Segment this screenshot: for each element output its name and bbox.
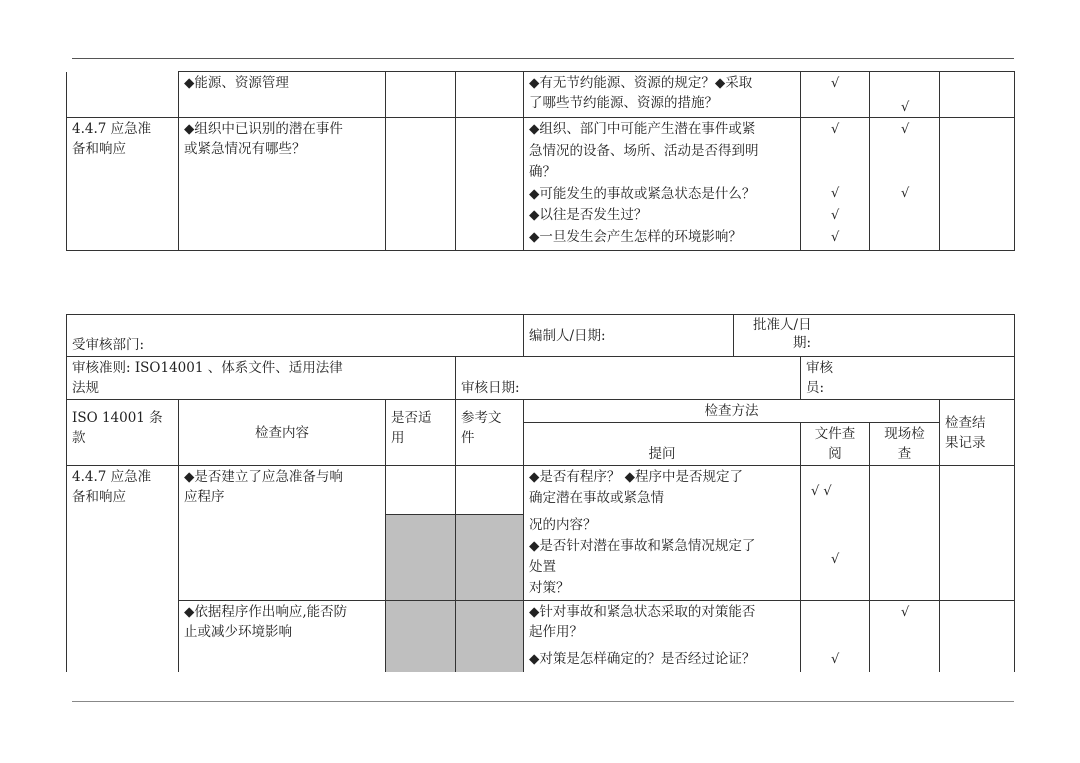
table-row bbox=[67, 72, 1015, 118]
col-site-check: 现场检 查 bbox=[870, 423, 940, 466]
approver-cell: 批准人/日 期: bbox=[734, 315, 1015, 357]
applicable-cell bbox=[386, 118, 456, 251]
check-mark: √ bbox=[831, 552, 840, 567]
doc-review-cell bbox=[801, 118, 870, 251]
col-content: 检查内容 bbox=[179, 400, 386, 466]
site-check-cell bbox=[870, 118, 940, 251]
col-question: 提问 bbox=[524, 423, 801, 466]
col-doc-review: 文件查 阅 bbox=[801, 423, 870, 466]
result-cell bbox=[940, 466, 1015, 601]
reference-cell bbox=[456, 466, 524, 515]
result-cell bbox=[940, 72, 1015, 118]
site-check-cell bbox=[870, 466, 940, 601]
applicable-cell bbox=[386, 72, 456, 118]
table-row bbox=[67, 601, 1015, 648]
result-cell bbox=[940, 648, 1015, 672]
doc-review-cell bbox=[801, 601, 870, 648]
check-mark: √ bbox=[831, 76, 840, 91]
site-check-cell bbox=[870, 648, 940, 672]
audit-date-cell: 审核日期: bbox=[456, 357, 801, 400]
check-mark: √ bbox=[901, 100, 910, 115]
site-check-cell bbox=[870, 72, 940, 118]
clause-cell bbox=[67, 72, 179, 118]
col-clause: ISO 14001 条 款 bbox=[67, 400, 179, 466]
doc-review-cell bbox=[801, 466, 870, 601]
check-mark: √ bbox=[831, 230, 840, 245]
top-rule bbox=[72, 58, 1014, 59]
bottom-rule bbox=[72, 701, 1014, 702]
check-mark: √ bbox=[901, 186, 910, 201]
result-cell bbox=[940, 601, 1015, 648]
audit-table-continued bbox=[66, 71, 1015, 251]
check-mark: √ bbox=[831, 651, 840, 667]
clause-cell: 4.4.7 应急准 备和响应 bbox=[67, 118, 179, 251]
content-cell: ◆能源、资源管理 bbox=[179, 72, 386, 118]
header-row bbox=[67, 315, 1015, 357]
question-cell: ◆有无节约能源、资源的规定？◆采取 了哪些节约能源、资源的措施？ bbox=[524, 72, 801, 118]
check-mark: √ bbox=[831, 186, 840, 201]
doc-review-cell bbox=[801, 648, 870, 672]
content-cell: ◆依据程序作出响应,能否防 止或减少环境影响 bbox=[179, 601, 386, 672]
check-mark: √ √ bbox=[811, 484, 832, 499]
table-row bbox=[67, 118, 1015, 251]
auditor-cell: 审核 员: bbox=[801, 357, 1015, 400]
reference-cell bbox=[456, 118, 524, 251]
check-mark: √ bbox=[901, 605, 910, 620]
audited-dept-cell: 受审核部门: bbox=[67, 315, 524, 357]
reference-cell bbox=[456, 515, 524, 601]
question-cell: ◆是否有程序？ ◆程序中是否规定了 确定潜在事故或紧急情 况的内容？ ◆是否针对潜在事故和紧急情况规定了 处置 对策？ bbox=[524, 466, 801, 601]
clause-cell: 4.4.7 应急准 备和响应 bbox=[67, 466, 179, 672]
table-row bbox=[67, 466, 1015, 515]
header-row bbox=[67, 357, 1015, 400]
check-mark: √ bbox=[901, 122, 910, 137]
column-header-row bbox=[67, 400, 1015, 423]
check-mark: √ bbox=[831, 122, 840, 137]
col-method: 检查方法 bbox=[524, 400, 940, 423]
col-result: 检查结 果记录 bbox=[940, 400, 1015, 466]
question-cell: ◆针对事故和紧急状态采取的对策能否 起作用？ bbox=[524, 601, 801, 648]
applicable-cell bbox=[386, 466, 456, 515]
content-cell: ◆是否建立了应急准备与响 应程序 bbox=[179, 466, 386, 601]
compiler-cell: 编制人/日期: bbox=[524, 315, 734, 357]
reference-cell bbox=[456, 601, 524, 672]
question-cell: ◆组织、部门中可能产生潜在事件或紧 急情况的设备、场所、活动是否得到明 确？ ◆可能发生的事故或紧急状态是什么？ ◆以往是否发生过？ ◆一旦发生会产生怎样的环境影响？ bbox=[524, 118, 801, 251]
question-cell: ◆对策是怎样确定的？是否经过论证？ bbox=[524, 648, 801, 672]
criteria-cell: 审核准则: ISO14001 、体系文件、适用法律 法规 bbox=[67, 357, 456, 400]
applicable-cell bbox=[386, 515, 456, 601]
audit-checklist-table bbox=[66, 314, 1015, 672]
site-check-cell bbox=[870, 601, 940, 648]
check-mark: √ bbox=[831, 208, 840, 223]
applicable-cell bbox=[386, 601, 456, 672]
col-reference: 参考文 件 bbox=[456, 400, 524, 466]
doc-review-cell bbox=[801, 72, 870, 118]
reference-cell bbox=[456, 72, 524, 118]
col-applicable: 是否适 用 bbox=[386, 400, 456, 466]
content-cell: ◆组织中已识别的潜在事件 或紧急情况有哪些？ bbox=[179, 118, 386, 251]
result-cell bbox=[940, 118, 1015, 251]
